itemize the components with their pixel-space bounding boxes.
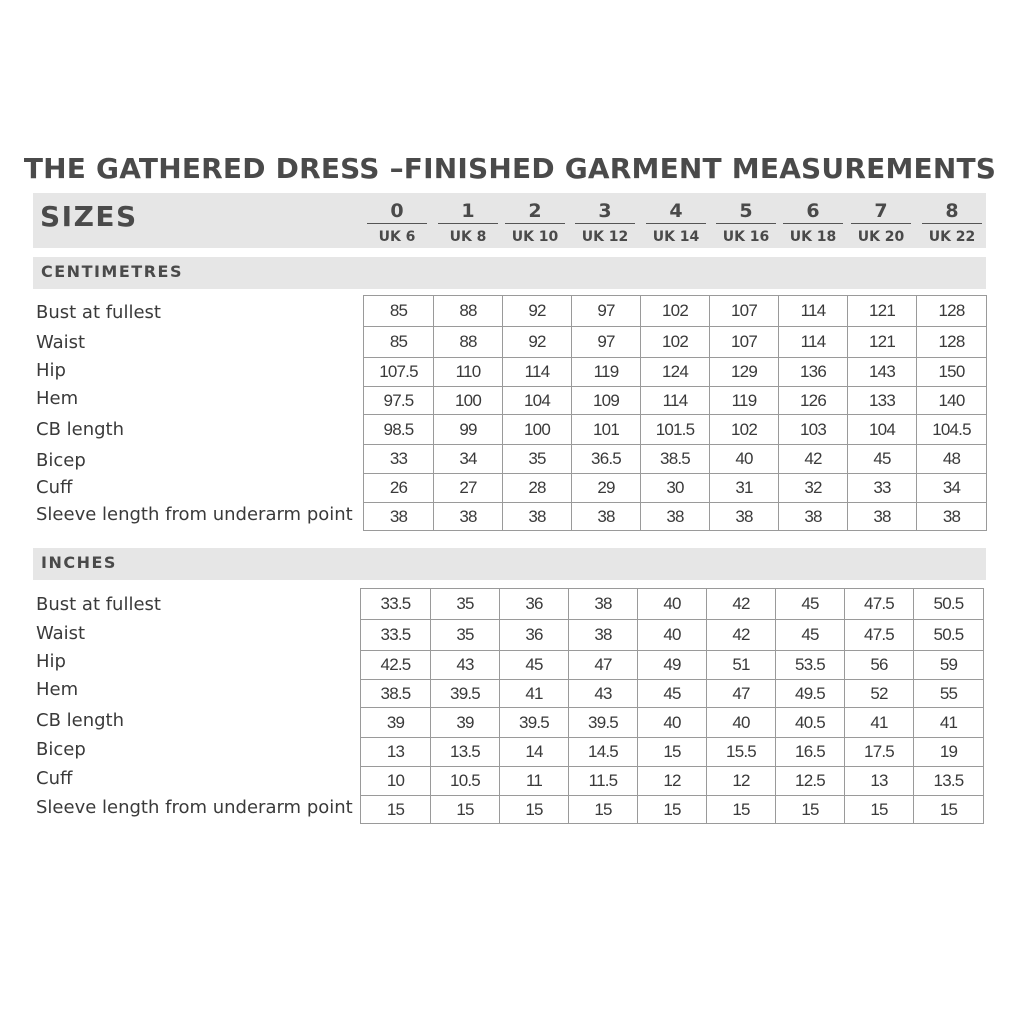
size-number: 6 [783, 200, 843, 224]
table-cell: 100 [503, 415, 572, 445]
table-cell: 40.5 [776, 708, 845, 738]
table-cell: 13.5 [914, 767, 984, 796]
table-cell: 38.5 [361, 680, 431, 708]
table-cell: 99 [434, 415, 503, 445]
table-cell: 16.5 [776, 738, 845, 767]
table-cell: 47 [707, 680, 776, 708]
table-cell: 50.5 [914, 620, 984, 651]
table-cell: 15 [638, 738, 707, 767]
table-cell: 121 [848, 296, 917, 327]
table-row [361, 589, 984, 620]
size-number: 8 [922, 200, 982, 224]
table-cell: 38 [569, 620, 638, 651]
table-cell: 85 [364, 296, 434, 327]
table-cell: 38 [434, 503, 503, 531]
cm-row-label: Bicep [36, 450, 86, 471]
table-cell: 12 [707, 767, 776, 796]
table-cell: 11.5 [569, 767, 638, 796]
table-cell: 45 [776, 589, 845, 620]
cm-row-label: Hip [36, 360, 66, 381]
table-cell: 40 [638, 620, 707, 651]
table-cell: 28 [503, 474, 572, 503]
table-cell: 136 [779, 358, 848, 387]
table-cell: 11 [500, 767, 569, 796]
table-cell: 97.5 [364, 387, 434, 415]
table-cell: 102 [641, 327, 710, 358]
table-cell: 34 [917, 474, 987, 503]
size-uk: UK 16 [722, 229, 770, 245]
table-cell: 107.5 [364, 358, 434, 387]
centimetres-section-label: CENTIMETRES [41, 262, 183, 281]
table-cell: 34 [434, 445, 503, 474]
table-cell: 114 [779, 327, 848, 358]
in-row-label: Bicep [36, 739, 86, 760]
table-cell: 109 [572, 387, 641, 415]
table-cell: 39.5 [569, 708, 638, 738]
table-cell: 42 [779, 445, 848, 474]
table-cell: 36.5 [572, 445, 641, 474]
table-cell: 15 [569, 796, 638, 824]
in-row-label: CB length [36, 710, 125, 731]
in-row-label: Sleeve length from underarm point [36, 797, 353, 818]
cm-row-label: Cuff [36, 477, 73, 498]
table-cell: 41 [845, 708, 914, 738]
table-cell: 126 [779, 387, 848, 415]
table-cell: 39 [431, 708, 500, 738]
table-cell: 29 [572, 474, 641, 503]
in-row-label: Bust at fullest [36, 594, 161, 615]
table-cell: 45 [848, 445, 917, 474]
table-cell: 107 [710, 327, 779, 358]
size-uk: UK 10 [511, 229, 559, 245]
table-cell: 15 [845, 796, 914, 824]
table-cell: 102 [641, 296, 710, 327]
table-cell: 40 [638, 708, 707, 738]
table-cell: 38 [779, 503, 848, 531]
table-cell: 14.5 [569, 738, 638, 767]
table-cell: 13 [845, 767, 914, 796]
table-cell: 59 [914, 651, 984, 680]
table-cell: 15 [638, 796, 707, 824]
cm-row-label: Hem [36, 388, 79, 409]
size-number: 7 [851, 200, 911, 224]
table-cell: 88 [434, 296, 503, 327]
table-row [361, 620, 984, 651]
table-cell: 38 [503, 503, 572, 531]
table-cell: 101 [572, 415, 641, 445]
table-cell: 38 [710, 503, 779, 531]
table-cell: 114 [503, 358, 572, 387]
table-cell: 15 [500, 796, 569, 824]
table-cell: 15 [431, 796, 500, 824]
table-row [364, 327, 987, 358]
table-cell: 47 [569, 651, 638, 680]
table-cell: 41 [914, 708, 984, 738]
size-number: 2 [505, 200, 565, 224]
table-cell: 40 [710, 445, 779, 474]
table-cell: 35 [503, 445, 572, 474]
table-cell: 40 [638, 589, 707, 620]
table-cell: 101.5 [641, 415, 710, 445]
table-cell: 38 [569, 589, 638, 620]
size-number: 1 [438, 200, 498, 224]
table-cell: 27 [434, 474, 503, 503]
table-cell: 39 [361, 708, 431, 738]
size-number: 5 [716, 200, 776, 224]
table-cell: 38 [641, 503, 710, 531]
table-cell: 43 [431, 651, 500, 680]
table-cell: 36 [500, 620, 569, 651]
table-cell: 92 [503, 327, 572, 358]
table-cell: 30 [641, 474, 710, 503]
cm-row-label: Sleeve length from underarm point [36, 504, 353, 525]
table-cell: 26 [364, 474, 434, 503]
table-cell: 14 [500, 738, 569, 767]
table-cell: 39.5 [431, 680, 500, 708]
table-cell: 19 [914, 738, 984, 767]
table-cell: 40 [707, 708, 776, 738]
table-row [361, 651, 984, 680]
table-cell: 102 [710, 415, 779, 445]
cm-row-label: CB length [36, 419, 125, 440]
table-cell: 114 [779, 296, 848, 327]
table-cell: 52 [845, 680, 914, 708]
table-cell: 85 [364, 327, 434, 358]
table-cell: 15 [707, 796, 776, 824]
table-cell: 36 [500, 589, 569, 620]
table-cell: 38 [572, 503, 641, 531]
in-row-label: Hem [36, 679, 79, 700]
table-cell: 104 [848, 415, 917, 445]
table-cell: 128 [917, 327, 987, 358]
table-cell: 10 [361, 767, 431, 796]
table-cell: 38 [917, 503, 987, 531]
table-row [361, 708, 984, 738]
table-cell: 150 [917, 358, 987, 387]
cm-row-label: Bust at fullest [36, 302, 161, 323]
table-cell: 15 [361, 796, 431, 824]
table-cell: 12 [638, 767, 707, 796]
table-cell: 140 [917, 387, 987, 415]
table-cell: 114 [641, 387, 710, 415]
table-cell: 10.5 [431, 767, 500, 796]
table-cell: 31 [710, 474, 779, 503]
table-cell: 104 [503, 387, 572, 415]
table-cell: 45 [776, 620, 845, 651]
table-cell: 49 [638, 651, 707, 680]
sizes-label: SIZES [40, 200, 138, 233]
table-row [361, 767, 984, 796]
table-cell: 13.5 [431, 738, 500, 767]
size-number: 3 [575, 200, 635, 224]
table-cell: 49.5 [776, 680, 845, 708]
table-cell: 128 [917, 296, 987, 327]
table-row [364, 387, 987, 415]
table-row [361, 796, 984, 824]
size-uk: UK 14 [652, 229, 700, 245]
size-uk: UK 8 [449, 229, 487, 245]
table-cell: 103 [779, 415, 848, 445]
table-cell: 41 [500, 680, 569, 708]
in-row-label: Hip [36, 651, 66, 672]
table-cell: 100 [434, 387, 503, 415]
in-row-label: Cuff [36, 768, 73, 789]
table-cell: 124 [641, 358, 710, 387]
size-uk: UK 20 [857, 229, 905, 245]
table-row [361, 680, 984, 708]
table-cell: 38 [364, 503, 434, 531]
centimetres-table [363, 295, 987, 531]
table-cell: 42 [707, 589, 776, 620]
inches-section-bar [33, 548, 986, 580]
cm-row-label: Waist [36, 332, 86, 353]
table-cell: 33 [364, 445, 434, 474]
inches-table [360, 588, 984, 824]
table-cell: 97 [572, 296, 641, 327]
size-number: 4 [646, 200, 706, 224]
table-cell: 45 [638, 680, 707, 708]
inches-section-label: INCHES [41, 553, 117, 572]
table-cell: 15 [776, 796, 845, 824]
table-cell: 143 [848, 358, 917, 387]
table-cell: 88 [434, 327, 503, 358]
table-cell: 32 [779, 474, 848, 503]
table-cell: 51 [707, 651, 776, 680]
table-cell: 119 [710, 387, 779, 415]
table-cell: 47.5 [845, 589, 914, 620]
size-uk: UK 22 [928, 229, 976, 245]
table-cell: 55 [914, 680, 984, 708]
table-cell: 38.5 [641, 445, 710, 474]
table-cell: 104.5 [917, 415, 987, 445]
table-cell: 56 [845, 651, 914, 680]
table-cell: 12.5 [776, 767, 845, 796]
table-cell: 15 [914, 796, 984, 824]
size-uk: UK 12 [581, 229, 629, 245]
table-cell: 45 [500, 651, 569, 680]
table-row [364, 474, 987, 503]
table-row [364, 296, 987, 327]
table-cell: 92 [503, 296, 572, 327]
size-uk: UK 18 [789, 229, 837, 245]
table-cell: 121 [848, 327, 917, 358]
table-cell: 119 [572, 358, 641, 387]
table-cell: 33 [848, 474, 917, 503]
table-cell: 133 [848, 387, 917, 415]
table-cell: 48 [917, 445, 987, 474]
table-cell: 13 [361, 738, 431, 767]
table-cell: 35 [431, 589, 500, 620]
table-cell: 50.5 [914, 589, 984, 620]
table-cell: 53.5 [776, 651, 845, 680]
table-cell: 15.5 [707, 738, 776, 767]
table-row [364, 415, 987, 445]
page-title: THE GATHERED DRESS –FINISHED GARMENT MEASUREMENTS [23, 152, 997, 185]
table-cell: 39.5 [500, 708, 569, 738]
table-cell: 110 [434, 358, 503, 387]
table-cell: 42.5 [361, 651, 431, 680]
table-cell: 17.5 [845, 738, 914, 767]
table-cell: 43 [569, 680, 638, 708]
table-row [361, 738, 984, 767]
table-cell: 47.5 [845, 620, 914, 651]
table-row [364, 445, 987, 474]
table-cell: 98.5 [364, 415, 434, 445]
table-cell: 97 [572, 327, 641, 358]
table-cell: 38 [848, 503, 917, 531]
table-cell: 35 [431, 620, 500, 651]
table-cell: 107 [710, 296, 779, 327]
table-cell: 33.5 [361, 620, 431, 651]
in-row-label: Waist [36, 623, 86, 644]
table-row [364, 358, 987, 387]
size-uk: UK 6 [378, 229, 416, 245]
table-row [364, 503, 987, 531]
table-cell: 42 [707, 620, 776, 651]
table-cell: 129 [710, 358, 779, 387]
table-cell: 33.5 [361, 589, 431, 620]
size-number: 0 [367, 200, 427, 224]
